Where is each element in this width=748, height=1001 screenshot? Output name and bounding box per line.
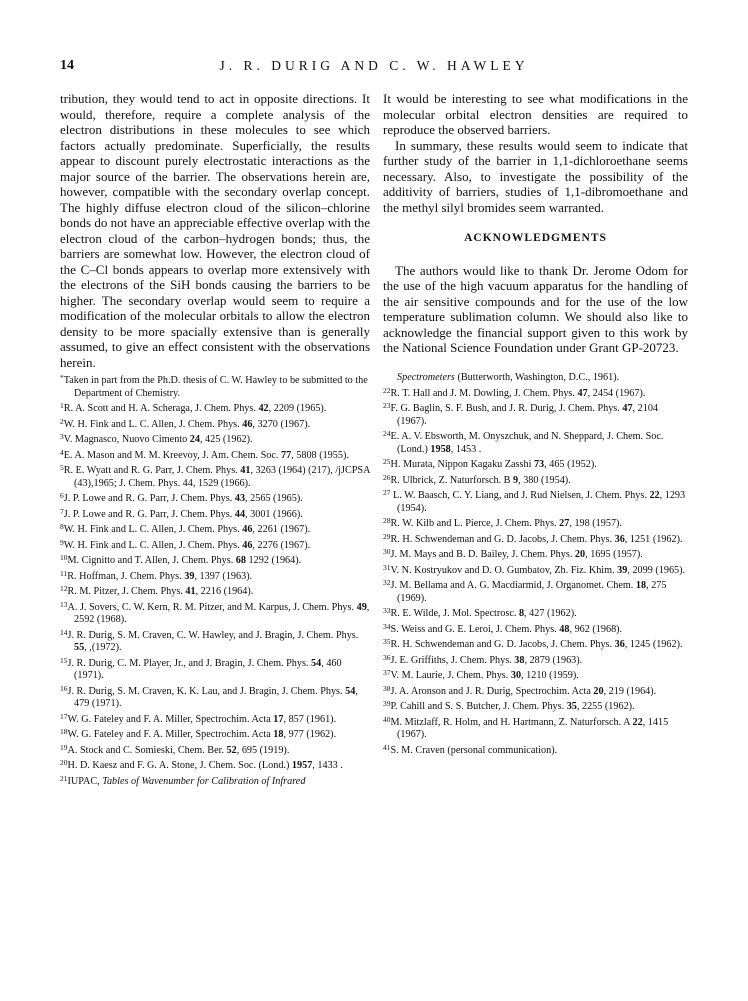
body-paragraph: It would be interesting to see what modifications in the molecular orbital electron densities are required to reproduce the observed barriers. bbox=[383, 91, 688, 137]
reference-marker: 23 bbox=[383, 401, 391, 410]
reference-marker: 27 bbox=[383, 488, 391, 497]
reference-text: , 2216 (1964). bbox=[195, 586, 254, 597]
reference-volume: 41 bbox=[240, 465, 251, 476]
reference-volume: 52 bbox=[226, 744, 237, 756]
reference-text: J. R. Durig, S. M. Craven, K. K. Lau, and J. Bragin, J. Chem. Phys. bbox=[67, 685, 346, 697]
reference-item bbox=[60, 372, 372, 400]
reference-volume: 36 bbox=[614, 639, 625, 650]
reference-text: , 1397 (1963). bbox=[194, 570, 253, 582]
reference-text: , 857 (1961). bbox=[283, 713, 337, 725]
reference-text: R. H. Schwendeman and G. D. Jacobs, J. Chem. Phys. bbox=[390, 533, 615, 545]
reference-item bbox=[60, 655, 372, 683]
reference-marker: 40 bbox=[383, 714, 391, 724]
reference-item bbox=[60, 400, 372, 416]
reference-item bbox=[383, 698, 688, 714]
reference-item bbox=[383, 605, 688, 621]
reference-text: , 198 (1957). bbox=[569, 518, 622, 529]
reference-marker: 1 bbox=[60, 401, 64, 410]
reference-marker: 26 bbox=[383, 472, 391, 482]
reference-marker: 13 bbox=[60, 599, 68, 609]
reference-text: , 2099 (1965). bbox=[627, 564, 686, 576]
reference-volume: 17 bbox=[273, 713, 284, 725]
reference-marker: 37 bbox=[383, 668, 391, 677]
reference-volume: 54 bbox=[311, 657, 322, 669]
reference-item bbox=[383, 636, 688, 652]
reference-item bbox=[60, 552, 372, 568]
reference-text: J. P. Lowe and R. G. Parr, J. Chem. Phys. bbox=[63, 493, 235, 504]
reference-item bbox=[383, 742, 688, 758]
reference-text: (Butterworth, Washington, D.C., 1961). bbox=[454, 372, 620, 383]
reference-text: F. G. Baglin, S. F. Bush, and J. R. Durig, J. Chem. Phys. bbox=[390, 403, 623, 414]
reference-item bbox=[60, 462, 372, 490]
reference-volume: 20 bbox=[593, 685, 604, 697]
reference-marker: 25 bbox=[383, 457, 391, 466]
reference-item bbox=[60, 599, 372, 627]
reference-text: , 1453 . bbox=[450, 443, 482, 455]
reference-text: , 275 (1969). bbox=[397, 580, 667, 604]
reference-marker: 11 bbox=[60, 568, 68, 578]
reference-marker: 4 bbox=[60, 447, 64, 457]
reference-item bbox=[383, 515, 688, 531]
reference-marker: 9 bbox=[60, 537, 64, 547]
left-column-body bbox=[60, 91, 370, 370]
reference-item bbox=[383, 531, 688, 547]
reference-text: , 425 (1962). bbox=[199, 434, 253, 445]
reference-volume: 68 bbox=[235, 555, 246, 566]
reference-marker: 3 bbox=[60, 432, 64, 441]
reference-text: , 1293 (1954). bbox=[397, 490, 686, 514]
reference-text: R. Hoffman, J. Chem. Phys. bbox=[67, 570, 185, 582]
reference-text: R. E. Wyatt and R. G. Parr, J. Chem. Phys. bbox=[63, 465, 241, 476]
reference-volume: 27 bbox=[559, 518, 570, 529]
reference-text: , 2209 (1965). bbox=[268, 403, 327, 414]
reference-text: M. Cignitto and T. Allen, J. Chem. Phys. bbox=[67, 555, 236, 566]
reference-text: H. D. Kaesz and F. G. A. Stone, J. Chem. Soc. (Lond.) bbox=[67, 760, 292, 771]
reference-text: V. Magnasco, Nuovo Cimento bbox=[63, 434, 190, 445]
reference-marker: 34 bbox=[383, 621, 391, 631]
running-head: J. R. DURIG AND C. W. HAWLEY bbox=[219, 58, 529, 73]
reference-text: , 977 (1962). bbox=[283, 729, 337, 740]
reference-text: J. E. Griffiths, J. Chem. Phys. bbox=[390, 654, 515, 666]
reference-text: J. R. Durig, S. M. Craven, C. W. Hawley, and J. Bragin, J. Chem. Phys. bbox=[67, 629, 359, 641]
reference-marker: 33 bbox=[383, 606, 391, 615]
reference-text: R. T. Hall and J. M. Dowling, J. Chem. Phys. bbox=[390, 387, 578, 399]
reference-text: A. J. Sovers, C. W. Kern, R. M. Pitzer, and M. Karpus, J. Chem. Phys. bbox=[67, 601, 357, 613]
reference-text: S. M. Craven (personal communication). bbox=[390, 744, 558, 756]
reference-text: IUPAC, bbox=[67, 775, 103, 787]
reference-text: , 2565 (1965). bbox=[245, 493, 303, 504]
reference-text: , 1433 . bbox=[312, 760, 343, 771]
reference-item bbox=[383, 385, 688, 401]
reference-volume: 22 bbox=[632, 716, 643, 728]
reference-marker: 16 bbox=[60, 683, 68, 693]
reference-text: P. Cahill and S. S. Butcher, J. Chem. Phys. bbox=[390, 701, 567, 712]
reference-marker: 38 bbox=[383, 683, 391, 693]
reference-item bbox=[383, 400, 688, 428]
reference-marker: 20 bbox=[60, 758, 68, 767]
reference-text: W. G. Fateley and F. A. Miller, Spectrochim. Acta bbox=[67, 713, 274, 725]
reference-text: , 5808 (1955). bbox=[291, 449, 349, 461]
reference-title: Spectrometers bbox=[397, 372, 455, 383]
reference-text: , 427 (1962). bbox=[524, 608, 577, 619]
page-number: 14 bbox=[60, 58, 74, 73]
reference-volume: 42 bbox=[258, 403, 269, 414]
references-right bbox=[383, 372, 688, 757]
reference-text: W. H. Fink and L. C. Allen, J. Chem. Phys. bbox=[63, 539, 243, 551]
reference-text: , 695 (1919). bbox=[236, 744, 290, 756]
reference-text: J. A. Aronson and J. R. Durig, Spectrochim. Acta bbox=[390, 685, 594, 697]
reference-item bbox=[383, 546, 688, 562]
acknowledgments-text: The authors would like to thank Dr. Jerome Odom for the use of the high vacuum apparatus for the handling of the air sensitive compounds and for the use of the low temperature sublimation column. We should also like to acknowledge the financial support given to this work by the National Science Foundation under Grant GP-20723. bbox=[383, 262, 688, 355]
reference-volume: 39 bbox=[617, 564, 628, 576]
reference-volume: 18 bbox=[635, 580, 647, 591]
reference-volume: 43 bbox=[234, 493, 246, 504]
reference-text: , 2104 (1967). bbox=[397, 403, 659, 427]
reference-volume: 24 bbox=[189, 434, 200, 445]
reference-item bbox=[383, 667, 688, 683]
reference-item bbox=[383, 577, 688, 605]
reference-volume: 8 bbox=[518, 608, 525, 619]
reference-text: V. M. Laurie, J. Chem. Phys. bbox=[390, 670, 511, 681]
reference-text: , 1415 (1967). bbox=[397, 716, 669, 740]
reference-item bbox=[60, 568, 372, 584]
reference-volume: 18 bbox=[273, 729, 284, 740]
reference-text: Taken in part from the Ph.D. thesis of C. W. Hawley to be submitted to the Department of Chemistry. bbox=[63, 375, 368, 399]
reference-text: , 380 (1954). bbox=[518, 474, 571, 486]
reference-text: , 1695 (1957). bbox=[585, 549, 643, 560]
reference-volume: 1958 bbox=[430, 443, 451, 455]
reference-text: , 465 (1952). bbox=[544, 459, 597, 470]
reference-marker: 15 bbox=[60, 655, 68, 665]
reference-volume: 38 bbox=[514, 654, 525, 666]
reference-item bbox=[383, 428, 688, 456]
reference-item bbox=[60, 773, 372, 789]
reference-volume: 22 bbox=[649, 490, 660, 501]
reference-text: , 2592 (1968). bbox=[74, 601, 370, 625]
reference-text: J. P. Lowe and R. G. Parr, J. Chem. Phys. bbox=[63, 508, 235, 520]
reference-volume: 41 bbox=[185, 586, 196, 597]
reference-text: W. G. Fateley and F. A. Miller, Spectrochim. Acta bbox=[67, 729, 274, 740]
reference-marker: 7 bbox=[60, 506, 64, 516]
reference-marker: 10 bbox=[60, 553, 68, 562]
reference-volume: 55 bbox=[74, 642, 85, 653]
body-paragraph: In summary, these results would seem to indicate that further study of the barrier in 1,1-dichloroethane seems necessary. Also, to investigate the possibility of the additivity of barriers, studies of 1,1-dibromoethane and the methyl silyl bromides seem warranted. bbox=[383, 137, 688, 215]
reference-item bbox=[60, 683, 372, 711]
right-column-body bbox=[383, 91, 688, 356]
reference-text: R. W. Kilb and L. Pierce, J. Chem. Phys. bbox=[390, 518, 560, 529]
reference-marker: 14 bbox=[60, 627, 68, 637]
reference-text: R. E. Wilde, J. Mol. Spectrosc. bbox=[390, 608, 519, 619]
reference-marker: 29 bbox=[383, 531, 391, 541]
page-header bbox=[0, 58, 748, 78]
reference-text: R. A. Scott and H. A. Scheraga, J. Chem. Phys. bbox=[63, 403, 259, 414]
reference-text: , 479 (1971). bbox=[74, 685, 358, 709]
reference-text: , 2255 (1962). bbox=[576, 701, 635, 712]
reference-marker: 30 bbox=[383, 547, 391, 556]
reference-marker: 21 bbox=[60, 773, 68, 783]
reference-text: J. M. Bellama and A. G. Macdiarmid, J. Organomet. Chem. bbox=[390, 580, 636, 591]
reference-item bbox=[383, 562, 688, 578]
reference-text: R. Ulbrick, Z. Naturforsch. B bbox=[390, 474, 514, 486]
reference-text: H. Murata, Nippon Kagaku Zasshi bbox=[390, 459, 534, 470]
reference-marker: 2 bbox=[60, 416, 64, 426]
body-paragraph: tribution, they would tend to act in opposite directions. It would, therefore, require a complete analysis of the electron distributions in these molecules to see which factors actually predominate. Superficially, the results appear to discount purely electrostatic interactions as the major source of the barrier. The observations herein are, however, compatible with the secondary overlap concept. The highly diffuse electron cloud of the silicon–chlorine bonds do not have an appreciable effective overlap with the electron cloud of the carbon–hydrogen bonds; thus, the barriers are somewhat low. However, the electron cloud of the C–Cl bonds appears to overlap more extensively with the electrons of the SiH bonds causing the barriers to be higher. The secondary overlap would seem to require a modification of the molecular orbitals to allow the electron density to be more spacially extensive than is generally assumed, to give an effect consistent with the observations herein. bbox=[60, 91, 370, 370]
reference-text: J. M. Mays and B. D. Bailey, J. Chem. Phys. bbox=[390, 549, 575, 560]
reference-text: L. W. Baasch, C. Y. Liang, and J. Rud Nielsen, J. Chem. Phys. bbox=[390, 490, 650, 501]
reference-text: , 3001 (1966). bbox=[245, 508, 303, 520]
reference-item bbox=[60, 490, 372, 506]
reference-item bbox=[60, 537, 372, 553]
reference-text: , 962 (1968). bbox=[569, 623, 623, 635]
reference-item bbox=[60, 506, 372, 522]
reference-marker: 31 bbox=[383, 562, 391, 572]
reference-item bbox=[60, 742, 372, 758]
reference-marker: 22 bbox=[383, 385, 391, 395]
reference-item bbox=[383, 456, 688, 472]
reference-text: E. A. V. Ebsworth, M. Onyszchuk, and N. Sheppard, J. Chem. Soc. (Lond.) bbox=[390, 431, 664, 455]
reference-marker: 24 bbox=[383, 429, 391, 438]
reference-marker: 28 bbox=[383, 516, 391, 525]
reference-text: E. A. Mason and M. M. Kreevoy, J. Am. Chem. Soc. bbox=[63, 449, 281, 461]
reference-continuation bbox=[383, 372, 688, 385]
reference-marker: 35 bbox=[383, 637, 391, 646]
reference-marker: 41 bbox=[383, 742, 391, 752]
reference-volume: 48 bbox=[559, 623, 570, 635]
reference-text: , 1210 (1959). bbox=[521, 670, 579, 681]
reference-marker: 39 bbox=[383, 699, 391, 708]
reference-volume: 1957 bbox=[291, 760, 313, 771]
reference-marker: 6 bbox=[60, 491, 64, 500]
reference-volume: 77 bbox=[280, 449, 292, 461]
reference-marker: 8 bbox=[60, 522, 64, 531]
reference-item bbox=[383, 714, 688, 742]
reference-volume: 44 bbox=[234, 508, 246, 520]
reference-item bbox=[383, 487, 688, 515]
reference-item bbox=[383, 621, 688, 637]
reference-marker: 5 bbox=[60, 463, 64, 472]
reference-text: , 2261 (1967). bbox=[252, 524, 311, 535]
reference-text: , 219 (1964). bbox=[603, 685, 657, 697]
reference-item bbox=[60, 431, 372, 447]
reference-text: , 2276 (1967). bbox=[252, 539, 311, 551]
reference-title: Tables of Wavenumber for Calibration of Infrared bbox=[102, 775, 306, 787]
reference-item bbox=[60, 627, 372, 655]
reference-volume: 49 bbox=[356, 601, 367, 613]
acknowledgments-heading: ACKNOWLEDGMENTS bbox=[464, 232, 607, 244]
reference-item bbox=[60, 711, 372, 727]
reference-text: W. H. Fink and L. C. Allen, J. Chem. Phys. bbox=[63, 524, 243, 535]
reference-volume: 35 bbox=[566, 701, 577, 712]
reference-text: R. H. Schwendeman and G. D. Jacobs, J. Chem. Phys. bbox=[390, 639, 615, 650]
reference-volume: 36 bbox=[614, 533, 625, 545]
reference-item bbox=[383, 652, 688, 668]
reference-item bbox=[60, 447, 372, 463]
reference-text: V. N. Kostryukov and D. O. Gumbatov, Zh. Fiz. Khim. bbox=[390, 564, 618, 576]
reference-item bbox=[60, 757, 372, 773]
reference-text: , 3263 (1964) (217), /jJCPSA (43),1965; J. Chem. Phys. 44, 1529 (1966). bbox=[74, 465, 370, 489]
reference-volume: 46 bbox=[242, 539, 253, 551]
reference-marker: 32 bbox=[383, 578, 391, 587]
reference-text: , ,(1972). bbox=[84, 642, 122, 653]
reference-marker: 17 bbox=[60, 711, 68, 721]
reference-marker: * bbox=[60, 373, 64, 382]
reference-text: , 2879 (1963). bbox=[524, 654, 583, 666]
reference-text: , 1251 (1962). bbox=[624, 533, 683, 545]
reference-volume: 46 bbox=[242, 418, 253, 430]
reference-text: 1292 (1964). bbox=[245, 555, 302, 566]
reference-item bbox=[383, 683, 688, 699]
reference-volume: 47 bbox=[577, 387, 588, 399]
reference-text: J. R. Durig, C. M. Player, Jr., and J. Bragin, J. Chem. Phys. bbox=[67, 657, 312, 669]
reference-text: , 1245 (1962). bbox=[624, 639, 683, 650]
reference-volume: 73 bbox=[533, 459, 545, 470]
reference-marker: 19 bbox=[60, 742, 68, 752]
reference-text: , 2454 (1967). bbox=[587, 387, 646, 399]
reference-volume: 20 bbox=[574, 549, 586, 560]
reference-volume: 9 bbox=[513, 474, 519, 486]
reference-text: , 3270 (1967). bbox=[252, 418, 311, 430]
reference-item bbox=[60, 583, 372, 599]
reference-text: , 460 (1971). bbox=[74, 657, 342, 681]
reference-text: R. M. Pitzer, J. Chem. Phys. bbox=[67, 586, 186, 597]
reference-volume: 39 bbox=[184, 570, 195, 582]
reference-marker: 18 bbox=[60, 727, 68, 736]
reference-text: W. H. Fink and L. C. Allen, J. Chem. Phys. bbox=[63, 418, 243, 430]
reference-text: A. Stock and C. Somieski, Chem. Ber. bbox=[67, 744, 227, 756]
reference-volume: 46 bbox=[242, 524, 253, 535]
reference-item bbox=[60, 521, 372, 537]
reference-item bbox=[60, 726, 372, 742]
references-left bbox=[60, 372, 372, 788]
reference-item bbox=[60, 416, 372, 432]
reference-item bbox=[383, 472, 688, 488]
reference-volume: 54 bbox=[345, 685, 356, 697]
reference-marker: 12 bbox=[60, 584, 68, 593]
reference-volume: 30 bbox=[510, 670, 522, 681]
reference-volume: 47 bbox=[622, 403, 633, 414]
reference-text: M. Mitzlaff, R. Holm, and H. Hartmann, Z. Naturforsch. A bbox=[390, 716, 633, 728]
reference-marker: 36 bbox=[383, 652, 391, 662]
reference-text: S. Weiss and G. E. Leroi, J. Chem. Phys. bbox=[390, 623, 560, 635]
